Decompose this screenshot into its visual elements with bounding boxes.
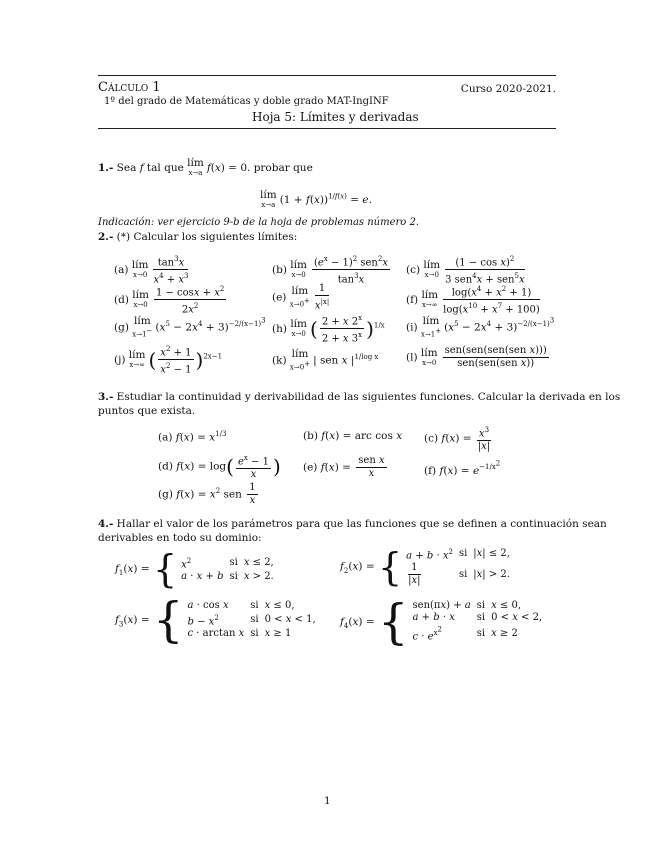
problem-4-number: 4.-: [98, 518, 114, 530]
function-3c: (c) f(x) = $\frac{x^3}{|x|}$: [424, 426, 491, 453]
function-f1: $f_1(x)$ = { $x^2$ si x ≤ 2, a · x + b si x > 2.: [115, 547, 274, 591]
limit-a: (a) lím x→0 $\frac{\tan^3x}{x^4 + x^3}$: [114, 255, 189, 286]
function-3e: (e) f(x) = $\frac{\text{sen x}}{x}$: [303, 455, 385, 479]
limit-d: (d) lím x→0 $\frac{1 - \cos x + x^2}{2x^2}$: [114, 285, 225, 316]
header-rule: [98, 128, 556, 129]
sheet-title: Hoja 5: Límites y derivadas: [252, 110, 419, 124]
course-subtitle: 1º del grado de Matemáticas y doble grado MAT-IngINF: [104, 96, 389, 107]
limit-c: (c) lím x→0 $\frac{(1 - \cos x)^2}{3 sen^4x + sen^5x}$: [406, 255, 525, 286]
function-3f: (f) $f(x) = e^{-1/x^2}$: [424, 460, 501, 477]
function-3g: (g) $f(x) = x^2$ sen $\frac{1}{x}$: [158, 482, 256, 506]
course-year: Curso 2020-2021.: [460, 83, 556, 95]
problem-1-formula: lím x→a $(1 + f(x))^{1/f(x)} = e$.: [260, 189, 372, 209]
limit-e: (e) lím x→0+ $\frac{1}{x^{|x|}}$: [272, 283, 330, 312]
course-title: Cálculo 1: [98, 80, 161, 95]
problem-1-statement: 1.- Sea f tal que lím x→a f(x) = 0. probar que: [98, 157, 313, 177]
limit-k: (k) lím x→0+ | sen x $|^{1/log x}$: [272, 348, 379, 372]
limit-i: (i) lím x→1+ $(x^5 - 2x^4 + 3)^{-2/(x-1)^3}$: [406, 315, 555, 339]
function-f2: $f_2(x)$ = { $a + b \cdot x^2$ si |x| ≤ 2, $\frac{1}{|x|}$ si |x| > 2.: [340, 544, 510, 589]
problem-2-number: 2.-: [98, 231, 114, 243]
limit-g: (g) lím x→1− $(x^5 - 2x^4 + 3)^{-2/(x-1)^3}$: [114, 315, 266, 339]
limit-l: (l) lím x→0 $\frac{\text{sen(sen(sen(sen x)))}}{\text{sen(sen(sen x))}}$: [406, 345, 547, 369]
function-3a: (a) $f(x) = x^{1/3}$: [158, 430, 227, 444]
function-3d: (d) f(x) = log( $\frac{e^x - 1}{x}$ ): [158, 454, 281, 481]
problem-3-number: 3.-: [98, 391, 114, 403]
problem-3-statement: 3.- Estudiar la continuidad y derivabilidad de las siguientes funciones. Calcular la derivada en los puntos que exista.: [98, 391, 621, 417]
top-rule: [98, 75, 556, 76]
limit-h: (h) lím x→0 ( $\frac{2 + x 2^x}{2 + x 3^x}$ )$^{1/x}$: [272, 314, 385, 345]
problem-4-statement: 4.- Hallar el valor de los parámetros para que las funciones que se definen a continuación sean derivables en todo su dominio:: [98, 518, 607, 544]
problem-1-hint: Indicación: ver ejercicio 9-b de la hoja de problemas número 2.: [98, 217, 420, 228]
problem-1-number: 1.-: [98, 162, 114, 174]
function-f4: $f_4(x)$ = { sen(πx) + a si x ≤ 0, a + b · x si 0 < x < 2, $c \cdot e^{x^2}$ si x ≥ 2: [340, 593, 543, 650]
problem-2-statement: 2.- (*) Calcular los siguientes límites:: [98, 231, 298, 243]
limit-j: (j) lím x→∞ ( $\frac{x^2 + 1}{x^2 - 1}$ )$^{2x-1}$: [114, 345, 223, 376]
limit-b: (b) lím x→0 $\frac{(e^x - 1)^2 sen^2x}{\tan^3x}$: [272, 255, 388, 286]
limit-f: (f) lím x→∞ $\frac{\log(x^4 + x^2 + 1)}{\log(x^{10} + x^7 + 100)}$: [406, 285, 540, 316]
function-f3: $f_3(x)$ = { a · cos x si x ≤ 0, $b - x^2$ si 0 < x < 1, c · arctan x si x ≥ 1: [115, 592, 316, 649]
function-3b: (b) f(x) = arc cos x: [303, 430, 403, 442]
page-number: 1: [324, 795, 331, 807]
